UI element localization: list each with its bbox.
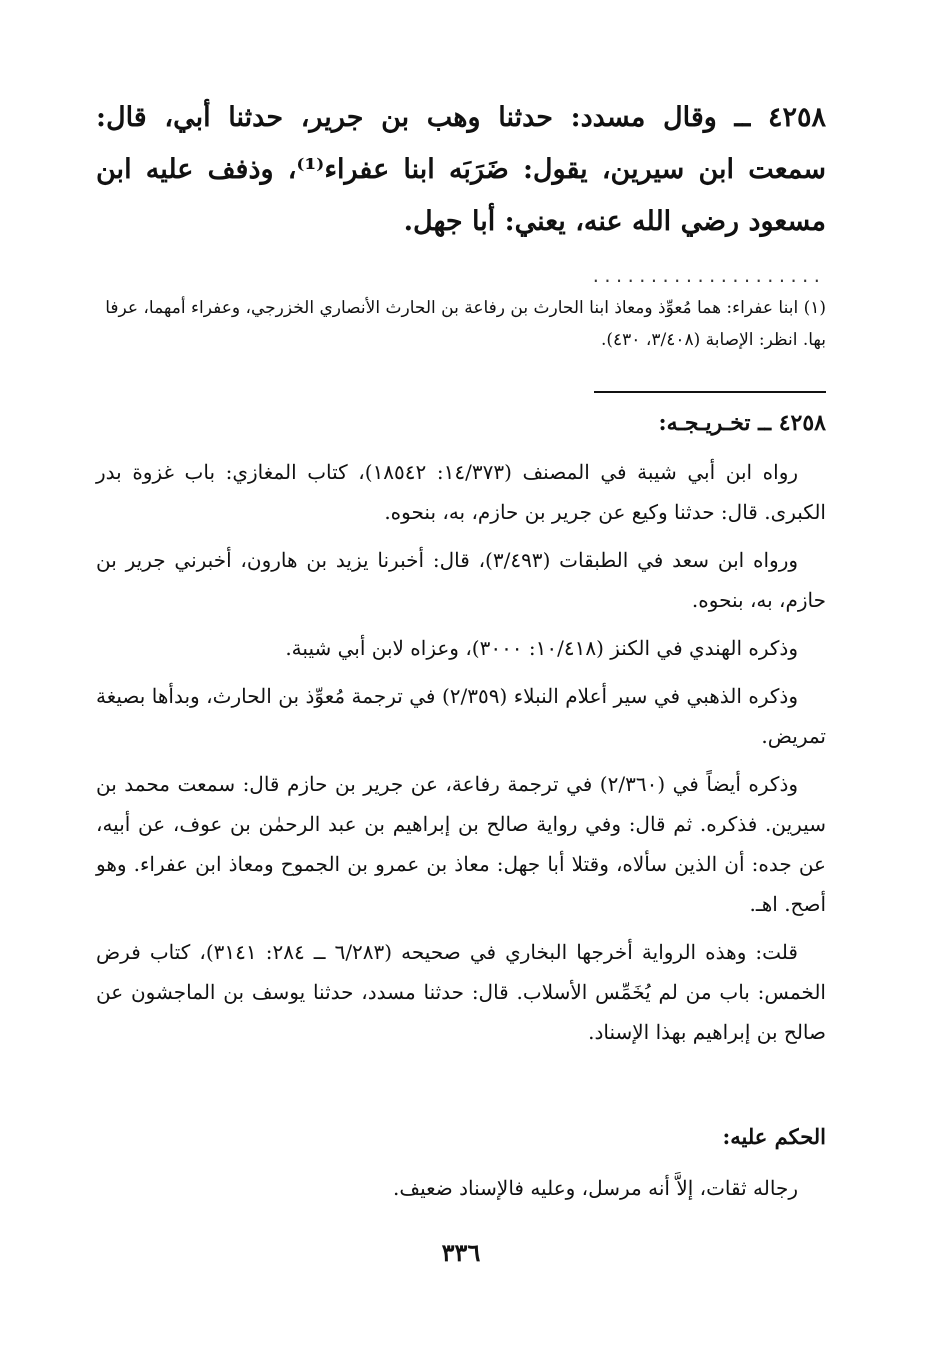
takhrij-paragraph: وذكره الهندي في الكنز (١٠/٤١٨: ٣٠٠٠)، وعزاه لابن أبي شيبة. (285, 636, 798, 660)
takhrij-paragraph: قلت: وهذه الرواية أخرجها البخاري في صحيحه (٦/٢٨٣ ــ ٢٨٤: ٣١٤١)، كتاب فرض الخمس: باب من لم يُخَمِّس الأسلاب. قال: حدثنا مسدد، حدثنا يوسف بن الماجشون عن صالح بن إبراهيم بهذا الإسناد. (96, 940, 826, 1044)
takhrij-paragraph: رواه ابن أبي شيبة في المصنف (١٤/٣٧٣: ١٨٥٤٢)، كتاب المغازي: باب غزوة بدر الكبرى. قال: حدثنا وكيع عن جرير بن حازم، به، بنحوه. (96, 460, 826, 524)
page-number: ٣٣٦ (441, 1238, 481, 1267)
takhrij-paragraph: وذكره أيضاً في (٢/٣٦٠) في ترجمة رفاعة، عن جرير بن حازم قال: سمعت محمد بن سيرين. فذكره. ثم قال: وفي رواية صالح بن إبراهيم بن عبد الرحمٰن بن عوف، عن أبيه، عن جده: أن الذين سألاه، وقتلا أبا جهل: معاذ بن عمرو بن الجموح ومعاذ ابن عفراء. وهو أصح. اهـ. (96, 772, 826, 916)
section-divider (594, 391, 826, 393)
book-page (96, 92, 826, 1332)
hadith-text: ٤٢٥٨ ــ وقال مسدد: حدثنا وهب بن جرير، حدثنا أبي، قال: سمعت ابن سيرين، يقول: ضَرَبَه ابنا عفراء⁽¹⁾، وذفف عليه ابن مسعود رضي الله عنه، يعني: أبا جهل. (96, 102, 826, 237)
takhrij-paragraph: ورواه ابن سعد في الطبقات (٣/٤٩٣)، قال: أخبرنا يزيد بن هارون، أخبرني جرير بن حازم، به، بنحوه. (96, 548, 826, 612)
takhrij-body (96, 452, 826, 1060)
ruling-heading: الحكم عليه: (722, 1124, 826, 1149)
takhrij-heading: ٤٢٥٨ ــ تخـريـجـه: (658, 410, 826, 436)
ruling-text: رجاله ثقات، إلاَّ أنه مرسل، وعليه فالإسناد ضعيف. (393, 1176, 798, 1200)
takhrij-paragraph: وذكره الذهبي في سير أعلام النبلاء (٢/٣٥٩) في ترجمة مُعوِّذ بن الحارث، وبدأها بصيغة تمريض. (96, 684, 826, 748)
footnote-separator: .................... (591, 267, 824, 286)
footnote: (١) ابنا عفراء: هما مُعوِّذ ومعاذ ابنا الحارث بن رفاعة بن الحارث الأنصاري الخزرجي، وعفراء أمهما، عرفا بها. انظر: الإصابة (٣/٤٠٨، ٤٣٠). (105, 298, 826, 350)
